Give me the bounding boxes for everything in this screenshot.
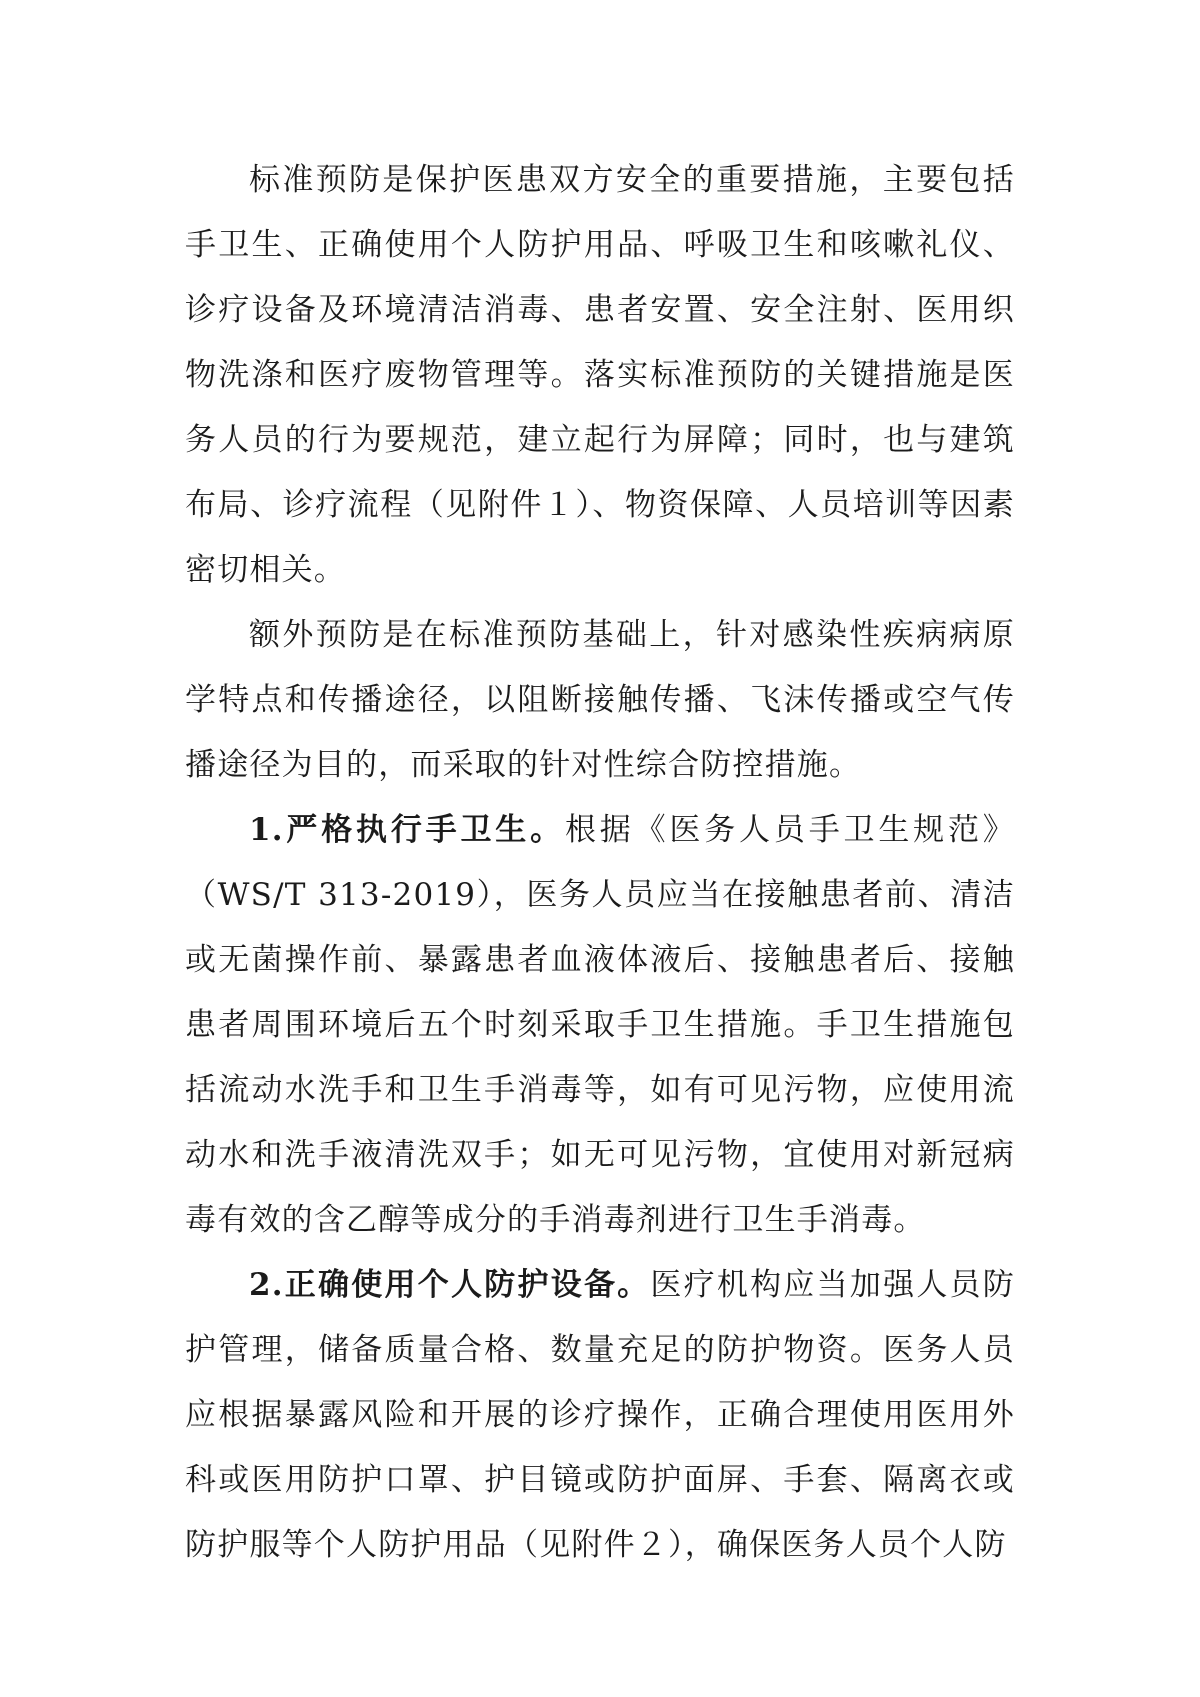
paragraph-standard-precautions (185, 148, 1015, 603)
section-heading: 2.正确使用个人防护设备。 (249, 1267, 651, 1303)
paragraph-text: 根据《医务人员手卫生规范》（WS/T 313-2019），医务人员应当在接触患者前、清洁或无菌操作前、暴露患者血液体液后、接触患者后、接触患者周围环境后五个时刻采取手卫生措施。手卫生措施包括流动水洗手和卫生手消毒等，如有可见污物，应使用流动水和洗手液清洗双手；如无可见污物，宜使用对新冠病毒有效的含乙醇等成分的手消毒剂进行卫生手消毒。 (185, 812, 1015, 1238)
paragraph-text: 标准预防是保护医患双方安全的重要措施，主要包括手卫生、正确使用个人防护用品、呼吸卫生和咳嗽礼仪、诊疗设备及环境清洁消毒、患者安置、安全注射、医用织物洗涤和医疗废物管理等。落实标准预防的关键措施是医务人员的行为要规范，建立起行为屏障；同时，也与建筑布局、诊疗流程（见附件１）、物资保障、人员培训等因素密切相关。 (185, 162, 1015, 588)
paragraph-protective-equipment (185, 1253, 1015, 1578)
paragraph-hand-hygiene (185, 798, 1015, 1253)
paragraph-additional-precautions (185, 603, 1015, 798)
paragraph-text: 医疗机构应当加强人员防护管理，储备质量合格、数量充足的防护物资。医务人员应根据暴露风险和开展的诊疗操作，正确合理使用医用外科或医用防护口罩、护目镜或防护面屏、手套、隔离衣或防护服等个人防护用品（见附件２），确保医务人员个人防 (185, 1267, 1015, 1563)
document-body (185, 148, 1015, 1578)
section-heading: 1.严格执行手卫生。 (249, 812, 565, 848)
paragraph-text: 额外预防是在标准预防基础上，针对感染性疾病病原学特点和传播途径，以阻断接触传播、飞沫传播或空气传播途径为目的，而采取的针对性综合防控措施。 (185, 617, 1015, 783)
